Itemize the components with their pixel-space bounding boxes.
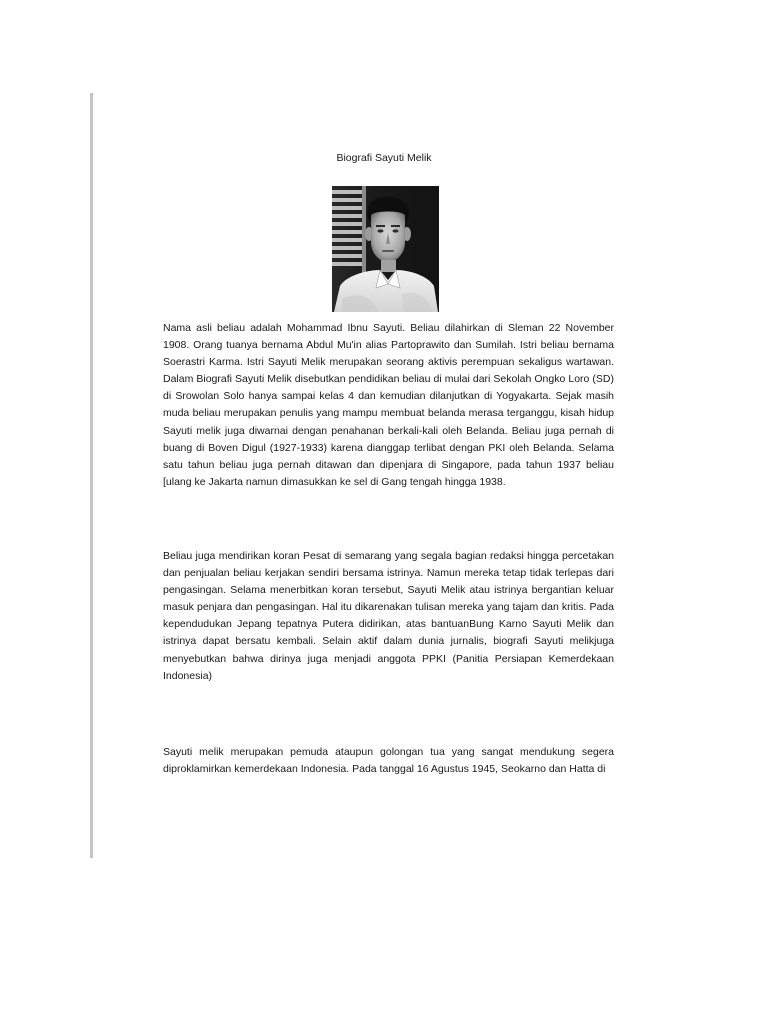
paragraph-biography-1: Nama asli beliau adalah Mohammad Ibnu Sayuti. Beliau dilahirkan di Sleman 22 November 1908. Orang tuanya bernama Abdul Mu'in alias Partoprawito dan Sumilah. Istri beliau bernama Soerastri Karma. Istri Sayuti Melik merupakan seorang aktivis perempuan sekaligus wartawan. Dalam Biografi Sayuti Melik disebutkan pendidikan beliau di mulai dari Sekolah Ongko Loro (SD) di Srowolan Solo hanya sampai kelas 4 dan kemudian dilanjutkan di Yogyakarta. Sejak masih muda beliau merupakan penulis yang mampu membuat belanda merasa terganggu, kisah hidup Sayuti melik juga diwarnai dengan penahanan berkali-kali oleh Belanda. Beliau juga pernah di buang di Boven Digul (1927-1933) karena dianggap terlibat dengan PKI oleh Belanda. Selama satu tahun beliau juga pernah ditawan dan dipenjara di Singapore, pada tahun 1937 beliau [ulang ke Jakarta namun dimasukkan ke sel di Gang tengah hingga 1938. (163, 322, 614, 488)
document-title: Biografi Sayuti Melik (336, 152, 432, 164)
paragraph-biography-3: Sayuti melik merupakan pemuda ataupun golongan tua yang sangat mendukung segera diproklamirkan kemerdekaan Indonesia. Pada tanggal 16 Agustus 1945, Seokarno dan Hatta di (163, 746, 614, 776)
portrait-photo (332, 186, 439, 312)
page-left-edge (90, 93, 93, 858)
paragraph-biography-2: Beliau juga mendirikan koran Pesat di semarang yang segala bagian redaksi hingga percetakan dan penjualan beliau kerjakan sendiri bersama istrinya. Namun mereka tetap tidak terlepas dari pengasingan. Selama menerbitkan koran tersebut, Sayuti Melik atau istrinya bergantian keluar masuk penjara dan pengasingan. Hal itu dikarenakan tulisan mereka yang tajam dan kritis. Pada kependudukan Jepang tepatnya Putera didirikan, atas bantuanBung Karno Sayuti Melik dan istrinya dapat bersatu kembali. Selain aktif dalam dunia jurnalis, biografi Sayuti melikjuga menyebutkan bahwa dirinya juga menjadi anggota PPKI (Panitia Persiapan Kemerdekaan Indonesia) (163, 550, 614, 682)
